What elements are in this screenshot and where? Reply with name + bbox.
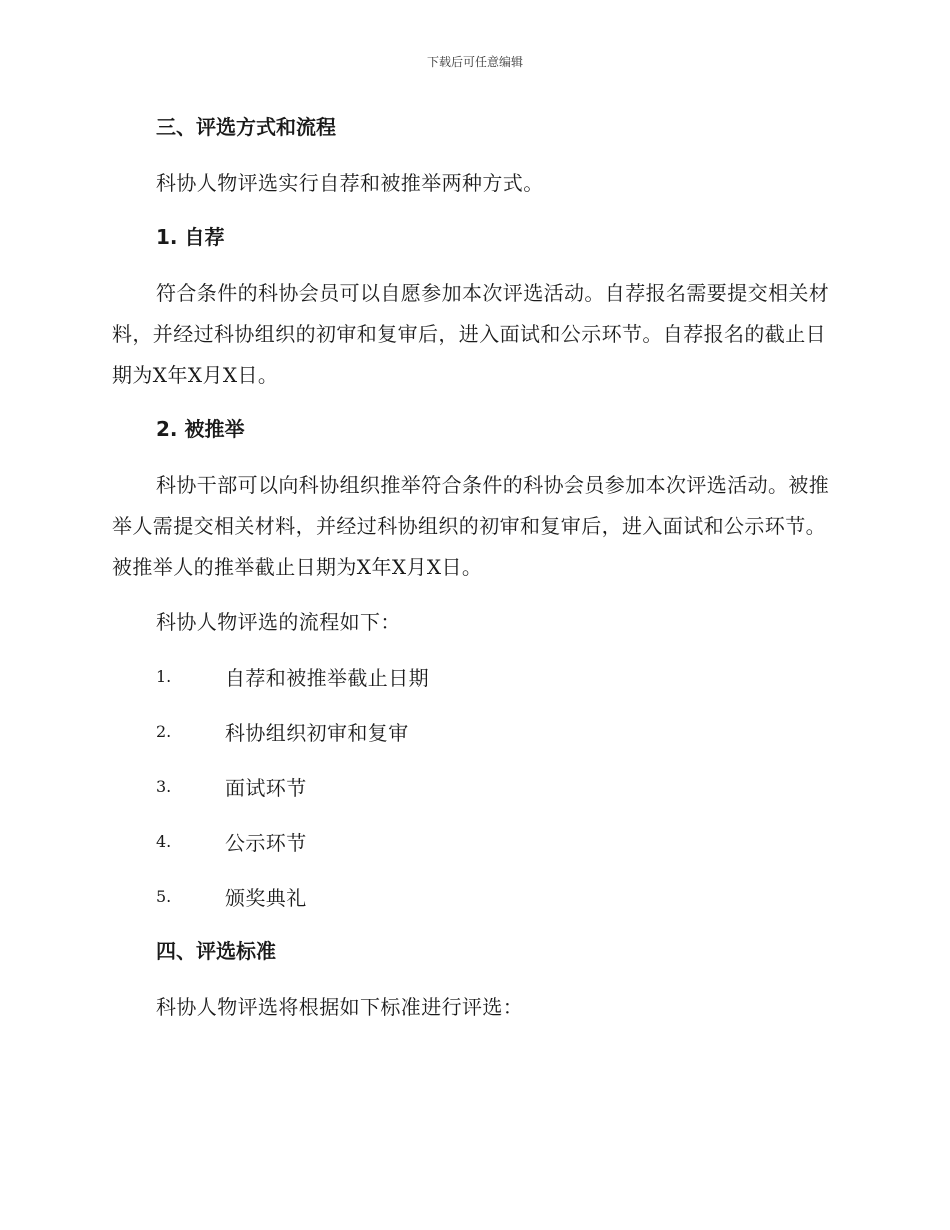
step-number: 4. (156, 831, 172, 851)
section-4-heading: 四、评选标准 (156, 939, 276, 963)
section-3-heading: 三、评选方式和流程 (156, 115, 336, 139)
section-3-intro: 科协人物评选实行自荐和被推举两种方式。 (156, 171, 544, 195)
subsection-self-nomination-text: 符合条件的科协会员可以自愿参加本次评选活动。自荐报名需要提交相关材料，并经过科协组织的初审和复审后，进入面试和公示环节。自荐报名的截止日期为X年X月X日。 (112, 281, 830, 387)
step-number: 1. (156, 666, 172, 686)
process-steps-list (112, 657, 832, 915)
step-text: 颁奖典礼 (225, 885, 307, 910)
step-number: 5. (156, 886, 172, 906)
step-text: 面试环节 (225, 775, 307, 800)
step-text: 公示环节 (225, 830, 307, 855)
subsection-recommendation-text: 科协干部可以向科协组织推举符合条件的科协会员参加本次评选活动。被推举人需提交相关材料，并经过科协组织的初审和复审后，进入面试和公示环节。被推举人的推举截止日期为X年X月X日。 (112, 473, 830, 579)
process-step (112, 822, 832, 860)
subsection-recommendation-heading: 2. 被推举 (156, 417, 245, 441)
process-step (112, 712, 832, 750)
step-number: 2. (156, 721, 172, 741)
step-number: 3. (156, 776, 172, 796)
process-intro: 科协人物评选的流程如下： (156, 610, 401, 634)
section-4-intro: 科协人物评选将根据如下标准进行评选： (156, 995, 524, 1019)
process-step (112, 767, 832, 805)
step-text: 科协组织初审和复审 (225, 720, 409, 745)
header-note: 下载后可任意编辑 (426, 55, 523, 69)
step-text: 自荐和被推举截止日期 (225, 665, 429, 690)
process-step (112, 877, 832, 915)
document-body (112, 108, 832, 1042)
subsection-self-nomination-heading: 1. 自荐 (156, 225, 225, 249)
process-step (112, 657, 832, 695)
